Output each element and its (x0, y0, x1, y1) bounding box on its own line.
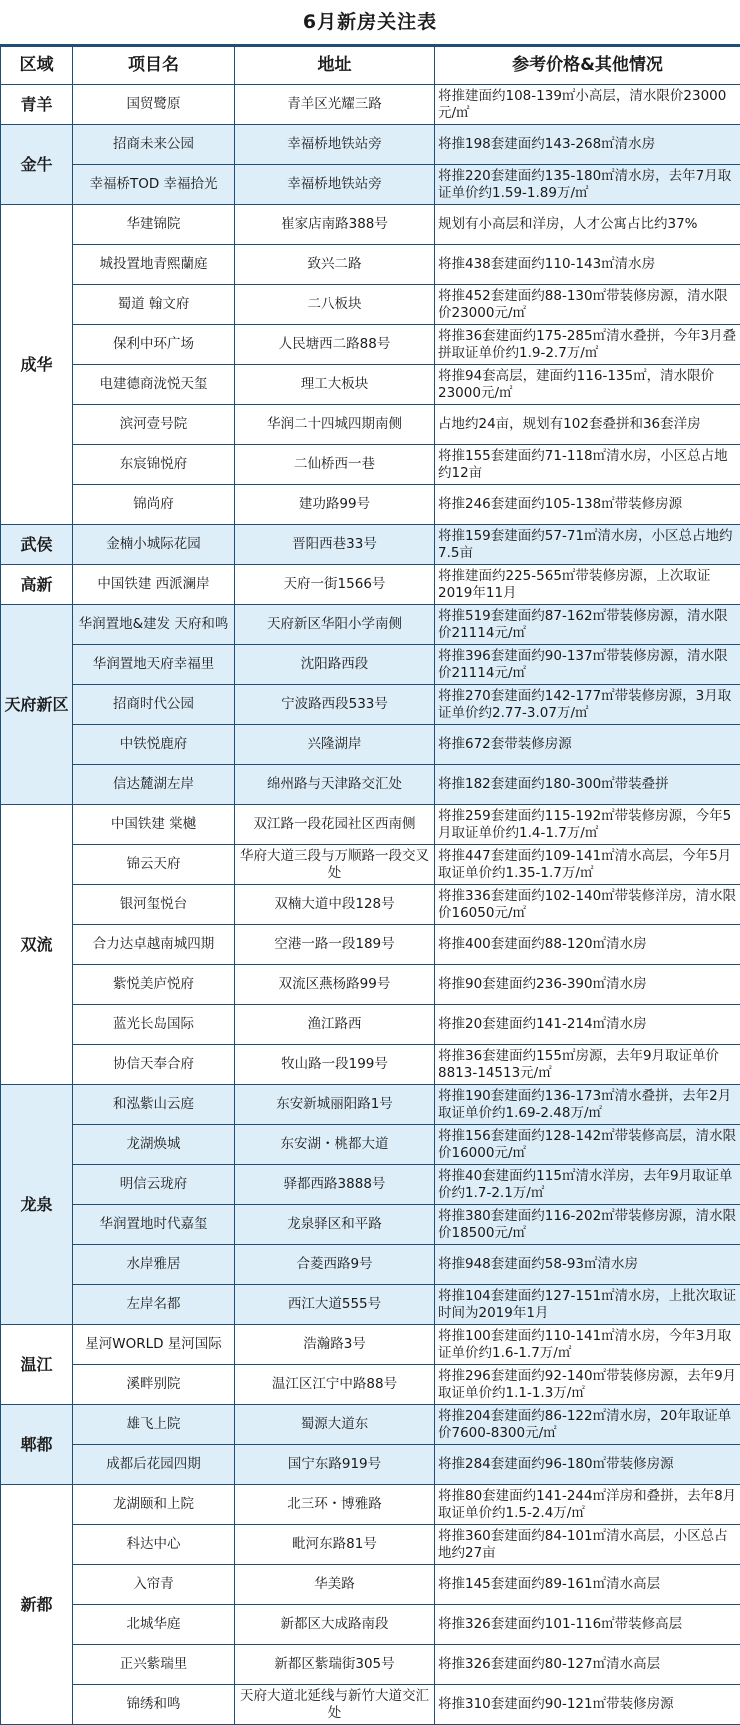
info-cell: 占地约24亩，规划有102套叠拼和36套洋房 (435, 405, 740, 445)
new-housing-table (0, 46, 740, 1725)
address-cell: 浩瀚路3号 (235, 1325, 435, 1365)
table-row (1, 1485, 740, 1525)
address-cell: 龙泉驿区和平路 (235, 1205, 435, 1245)
district-cell: 龙泉 (1, 1085, 73, 1325)
address-cell: 幸福桥地铁站旁 (235, 165, 435, 205)
project-cell: 城投置地青熙蘭庭 (73, 245, 235, 285)
info-cell: 将推284套建面约96-180㎡带装修房源 (435, 1445, 740, 1485)
address-cell: 沈阳路西段 (235, 645, 435, 685)
project-cell: 幸福桥TOD 幸福拾光 (73, 165, 235, 205)
project-cell: 保利中环广场 (73, 325, 235, 365)
info-cell: 将推190套建面约136-173㎡清水叠拼，去年2月取证单价约1.69-2.48万/㎡ (435, 1085, 740, 1125)
district-cell: 高新 (1, 565, 73, 605)
info-cell: 将推948套建面约58-93㎡清水房 (435, 1245, 740, 1285)
table-row (1, 1245, 740, 1285)
address-cell: 天府一街1566号 (235, 565, 435, 605)
table-row (1, 1565, 740, 1605)
project-cell: 明信云珑府 (73, 1165, 235, 1205)
table-row (1, 1125, 740, 1165)
info-cell: 将推447套建面约109-141㎡清水高层，今年5月取证单价约1.35-1.7万/㎡ (435, 845, 740, 885)
address-cell: 绵州路与天津路交汇处 (235, 765, 435, 805)
project-cell: 龙湖焕城 (73, 1125, 235, 1165)
info-cell: 将推145套建面约89-161㎡清水高层 (435, 1565, 740, 1605)
info-cell: 将推20套建面约141-214㎡清水房 (435, 1005, 740, 1045)
project-cell: 华润置地天府幸福里 (73, 645, 235, 685)
info-cell: 将推452套建面约88-130㎡带装修房源，清水限价23000元/㎡ (435, 285, 740, 325)
info-cell: 将推438套建面约110-143㎡清水房 (435, 245, 740, 285)
project-cell: 溪畔别院 (73, 1365, 235, 1405)
project-cell: 滨河壹号院 (73, 405, 235, 445)
address-cell: 西江大道555号 (235, 1285, 435, 1325)
address-cell: 致兴二路 (235, 245, 435, 285)
info-cell: 将推155套建面约71-118㎡清水房，小区总占地约12亩 (435, 445, 740, 485)
table-row (1, 1685, 740, 1725)
table-row (1, 805, 740, 845)
address-cell: 双江路一段花园社区西南侧 (235, 805, 435, 845)
table-row (1, 845, 740, 885)
info-cell: 将推36套建面约175-285㎡清水叠拼，今年3月叠拼取证单价约1.9-2.7万/㎡ (435, 325, 740, 365)
address-cell: 华润二十四城四期南侧 (235, 405, 435, 445)
address-cell: 空港一路一段189号 (235, 925, 435, 965)
project-cell: 招商时代公园 (73, 685, 235, 725)
project-cell: 科达中心 (73, 1525, 235, 1565)
table-row (1, 1165, 740, 1205)
info-cell: 将推220套建面约135-180㎡清水房，去年7月取证单价约1.59-1.89万/㎡ (435, 165, 740, 205)
table-row (1, 645, 740, 685)
address-cell: 牧山路一段199号 (235, 1045, 435, 1085)
table-row (1, 125, 740, 165)
info-cell: 将推156套建面约128-142㎡带装修高层，清水限价16000元/㎡ (435, 1125, 740, 1165)
address-cell: 理工大板块 (235, 365, 435, 405)
address-cell: 兴隆湖岸 (235, 725, 435, 765)
district-cell: 郫都 (1, 1405, 73, 1485)
address-cell: 天府大道北延线与新竹大道交汇处 (235, 1685, 435, 1725)
district-cell: 武侯 (1, 525, 73, 565)
info-cell: 将推198套建面约143-268㎡清水房 (435, 125, 740, 165)
project-cell: 中国铁建 西派澜岸 (73, 565, 235, 605)
project-cell: 蓝光长岛国际 (73, 1005, 235, 1045)
project-cell: 中国铁建 棠樾 (73, 805, 235, 845)
district-cell: 新都 (1, 1485, 73, 1725)
address-cell: 毗河东路81号 (235, 1525, 435, 1565)
project-cell: 电建德商泷悦天玺 (73, 365, 235, 405)
info-cell: 将推40套建面约115㎡清水洋房，去年9月取证单价约1.7-2.1万/㎡ (435, 1165, 740, 1205)
table-row (1, 1645, 740, 1685)
info-cell: 将推159套建面约57-71㎡清水房，小区总占地约7.5亩 (435, 525, 740, 565)
address-cell: 北三环・博雅路 (235, 1485, 435, 1525)
project-cell: 合力达卓越南城四期 (73, 925, 235, 965)
info-cell: 将推80套建面约141-244㎡洋房和叠拼，去年8月取证单价约1.5-2.4万/㎡ (435, 1485, 740, 1525)
address-cell: 蜀源大道东 (235, 1405, 435, 1445)
project-cell: 星河WORLD 星河国际 (73, 1325, 235, 1365)
table-row (1, 245, 740, 285)
table-row (1, 1365, 740, 1405)
info-cell: 将推326套建面约80-127㎡清水高层 (435, 1645, 740, 1685)
table-row (1, 1005, 740, 1045)
table-row (1, 405, 740, 445)
project-cell: 成都后花园四期 (73, 1445, 235, 1485)
info-cell: 将推380套建面约116-202㎡带装修房源，清水限价18500元/㎡ (435, 1205, 740, 1245)
address-cell: 宁波路西段533号 (235, 685, 435, 725)
address-cell: 二八板块 (235, 285, 435, 325)
address-cell: 二仙桥西一巷 (235, 445, 435, 485)
district-cell: 青羊 (1, 85, 73, 125)
table-row (1, 1405, 740, 1445)
table-row (1, 1445, 740, 1485)
table-row (1, 525, 740, 565)
project-cell: 金楠小城际花园 (73, 525, 235, 565)
project-cell: 锦云天府 (73, 845, 235, 885)
project-cell: 锦绣和鸣 (73, 1685, 235, 1725)
table-row (1, 965, 740, 1005)
address-cell: 温江区江宁中路88号 (235, 1365, 435, 1405)
table-row (1, 325, 740, 365)
table-row (1, 1205, 740, 1245)
address-cell: 合菱西路9号 (235, 1245, 435, 1285)
info-cell: 将推360套建面约84-101㎡清水高层，小区总占地约27亩 (435, 1525, 740, 1565)
table-row (1, 165, 740, 205)
project-cell: 北城华庭 (73, 1605, 235, 1645)
info-cell: 将推296套建面约92-140㎡带装修房源，去年9月取证单价约1.1-1.3万/㎡ (435, 1365, 740, 1405)
info-cell: 将推672套带装修房源 (435, 725, 740, 765)
project-cell: 锦尚府 (73, 485, 235, 525)
address-cell: 双流区燕杨路99号 (235, 965, 435, 1005)
address-cell: 建功路99号 (235, 485, 435, 525)
info-cell: 将推326套建面约101-116㎡带装修高层 (435, 1605, 740, 1645)
info-cell: 将推建面约225-565㎡带装修房源，上次取证2019年11月 (435, 565, 740, 605)
project-cell: 左岸名都 (73, 1285, 235, 1325)
project-cell: 雄飞上院 (73, 1405, 235, 1445)
address-cell: 新都区大成路南段 (235, 1605, 435, 1645)
district-cell: 金牛 (1, 125, 73, 205)
project-cell: 蜀道 翰文府 (73, 285, 235, 325)
table-row (1, 685, 740, 725)
table-row (1, 605, 740, 645)
info-cell: 将推100套建面约110-141㎡清水房，今年3月取证单价约1.6-1.7万/㎡ (435, 1325, 740, 1365)
info-cell: 将推259套建面约115-192㎡带装修房源，今年5月取证单价约1.4-1.7万/㎡ (435, 805, 740, 845)
project-cell: 入帘青 (73, 1565, 235, 1605)
address-cell: 国宁东路919号 (235, 1445, 435, 1485)
info-cell: 规划有小高层和洋房，人才公寓占比约37% (435, 205, 740, 245)
address-cell: 东安新城丽阳路1号 (235, 1085, 435, 1125)
table-row (1, 485, 740, 525)
address-cell: 人民塘西二路88号 (235, 325, 435, 365)
header-district: 区域 (1, 47, 73, 85)
info-cell: 将推36套建面约155㎡房源，去年9月取证单价8813-14513元/㎡ (435, 1045, 740, 1085)
address-cell: 新都区紫瑞街305号 (235, 1645, 435, 1685)
info-cell: 将推519套建面约87-162㎡带装修房源，清水限价21114元/㎡ (435, 605, 740, 645)
address-cell: 驿都西路3888号 (235, 1165, 435, 1205)
table-row (1, 1285, 740, 1325)
project-cell: 水岸雅居 (73, 1245, 235, 1285)
table-row (1, 1605, 740, 1645)
project-cell: 东宸锦悦府 (73, 445, 235, 485)
info-cell: 将推182套建面约180-300㎡带装叠拼 (435, 765, 740, 805)
address-cell: 天府新区华阳小学南侧 (235, 605, 435, 645)
info-cell: 将推90套建面约236-390㎡清水房 (435, 965, 740, 1005)
address-cell: 华美路 (235, 1565, 435, 1605)
info-cell: 将推94套高层，建面约116-135㎡，清水限价23000元/㎡ (435, 365, 740, 405)
project-cell: 信达麓湖左岸 (73, 765, 235, 805)
info-cell: 将推336套建面约102-140㎡带装修洋房，清水限价16050元/㎡ (435, 885, 740, 925)
address-cell: 东安湖・桃都大道 (235, 1125, 435, 1165)
project-cell: 紫悦美庐悦府 (73, 965, 235, 1005)
header-info: 参考价格&其他情况 (435, 47, 740, 85)
project-cell: 银河玺悦台 (73, 885, 235, 925)
header-row (1, 47, 740, 85)
table-row (1, 1525, 740, 1565)
project-cell: 华建锦院 (73, 205, 235, 245)
info-cell: 将推204套建面约86-122㎡清水房，20年取证单价7600-8300元/㎡ (435, 1405, 740, 1445)
district-cell: 成华 (1, 205, 73, 525)
info-cell: 将推270套建面约142-177㎡带装修房源，3月取证单价约2.77-3.07万/㎡ (435, 685, 740, 725)
project-cell: 龙湖颐和上院 (73, 1485, 235, 1525)
table-row (1, 285, 740, 325)
address-cell: 双楠大道中段128号 (235, 885, 435, 925)
table-row (1, 445, 740, 485)
table-row (1, 565, 740, 605)
table-row (1, 725, 740, 765)
info-cell: 将推建面约108-139㎡小高层，清水限价23000元/㎡ (435, 85, 740, 125)
table-row (1, 85, 740, 125)
project-cell: 协信天奉合府 (73, 1045, 235, 1085)
district-cell: 天府新区 (1, 605, 73, 805)
info-cell: 将推396套建面约90-137㎡带装修房源，清水限价21114元/㎡ (435, 645, 740, 685)
district-cell: 温江 (1, 1325, 73, 1405)
project-cell: 中铁悦鹿府 (73, 725, 235, 765)
info-cell: 将推310套建面约90-121㎡带装修房源 (435, 1685, 740, 1725)
address-cell: 华府大道三段与万顺路一段交叉处 (235, 845, 435, 885)
table-row (1, 885, 740, 925)
table-row (1, 1325, 740, 1365)
project-cell: 正兴紫瑞里 (73, 1645, 235, 1685)
project-cell: 华润置地时代嘉玺 (73, 1205, 235, 1245)
address-cell: 渔江路西 (235, 1005, 435, 1045)
page-title: 6月新房关注表 (0, 0, 740, 46)
table-body (1, 85, 740, 1725)
table-row (1, 365, 740, 405)
header-address: 地址 (235, 47, 435, 85)
address-cell: 青羊区光耀三路 (235, 85, 435, 125)
info-cell: 将推400套建面约88-120㎡清水房 (435, 925, 740, 965)
project-cell: 和泓紫山云庭 (73, 1085, 235, 1125)
info-cell: 将推104套建面约127-151㎡清水房，上批次取证时间为2019年1月 (435, 1285, 740, 1325)
table-row (1, 1045, 740, 1085)
project-cell: 国贸鹭原 (73, 85, 235, 125)
table-row (1, 765, 740, 805)
project-cell: 招商未来公园 (73, 125, 235, 165)
address-cell: 崔家店南路388号 (235, 205, 435, 245)
table-row (1, 205, 740, 245)
header-project: 项目名 (73, 47, 235, 85)
project-cell: 华润置地&建发 天府和鸣 (73, 605, 235, 645)
table-row (1, 925, 740, 965)
address-cell: 晋阳西巷33号 (235, 525, 435, 565)
table-row (1, 1085, 740, 1125)
district-cell: 双流 (1, 805, 73, 1085)
address-cell: 幸福桥地铁站旁 (235, 125, 435, 165)
info-cell: 将推246套建面约105-138㎡带装修房源 (435, 485, 740, 525)
